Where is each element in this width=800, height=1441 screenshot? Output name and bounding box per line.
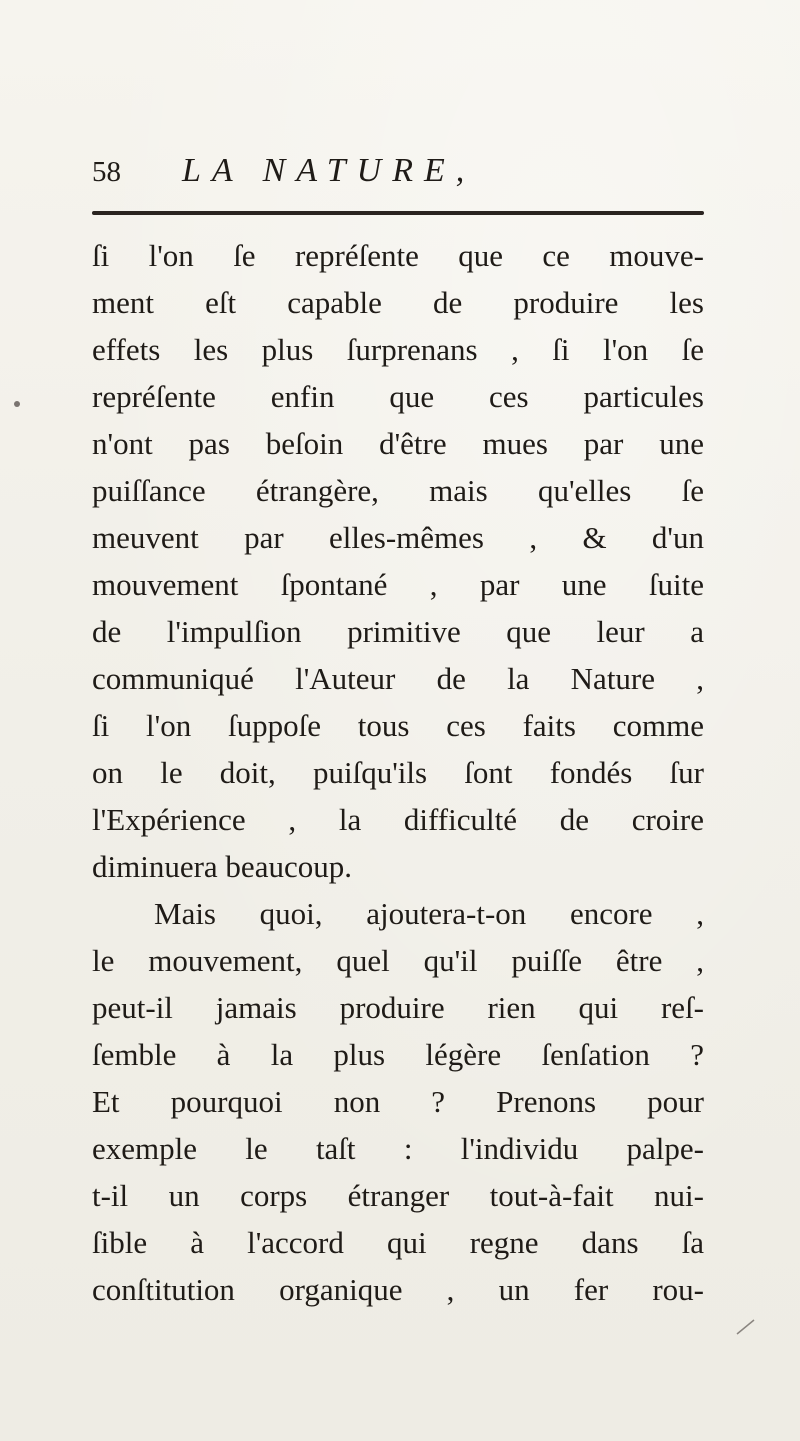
- text-line: ſi l'on ſuppoſe tous ces faits comme: [92, 708, 704, 743]
- text-line: diminuera beaucoup.: [92, 849, 352, 884]
- body-text: [92, 232, 704, 1313]
- text-line: Et pourquoi non ? Prenons pour: [92, 1084, 704, 1119]
- text-line: on le doit, puiſqu'ils ſont fondés ſur: [92, 755, 704, 790]
- text-line: repréſente enfin que ces particules: [92, 379, 704, 414]
- text-line: puiſſance étrangère, mais qu'elles ſe: [92, 473, 704, 508]
- text-line: ment eſt capable de produire les: [92, 285, 704, 320]
- text-line: ſible à l'accord qui regne dans ſa: [92, 1225, 704, 1260]
- header-rule: [92, 211, 704, 215]
- text-line: n'ont pas beſoin d'être mues par une: [92, 426, 704, 461]
- text-line: t-il un corps étranger tout-à-fait nui-: [92, 1178, 704, 1213]
- text-line: Mais quoi, ajoutera-t-on encore ,: [154, 896, 704, 931]
- running-head: LA NATURE,: [182, 152, 476, 189]
- text-line: de l'impulſion primitive que leur a: [92, 614, 704, 649]
- speck-mark: [14, 401, 20, 407]
- text-line: l'Expérience , la difficulté de croire: [92, 802, 704, 837]
- text-line: exemple le taſt : l'individu palpe-: [92, 1131, 704, 1166]
- stray-stroke-mark: [737, 1320, 754, 1334]
- text-line: mouvement ſpontané , par une ſuite: [92, 567, 704, 602]
- text-line: communiqué l'Auteur de la Nature ,: [92, 661, 704, 696]
- page-number: 58: [92, 156, 121, 188]
- text-line: conſtitution organique , un fer rou-: [92, 1272, 704, 1307]
- text-line: effets les plus ſurprenans , ſi l'on ſe: [92, 332, 704, 367]
- text-line: le mouvement, quel qu'il puiſſe être ,: [92, 943, 704, 978]
- text-line: peut-il jamais produire rien qui reſ-: [92, 990, 704, 1025]
- page-header: [92, 138, 712, 192]
- text-line: ſemble à la plus légère ſenſation ?: [92, 1037, 704, 1072]
- text-line: ſi l'on ſe repréſente que ce mouve-: [92, 238, 704, 273]
- text-line: meuvent par elles-mêmes , & d'un: [92, 520, 704, 555]
